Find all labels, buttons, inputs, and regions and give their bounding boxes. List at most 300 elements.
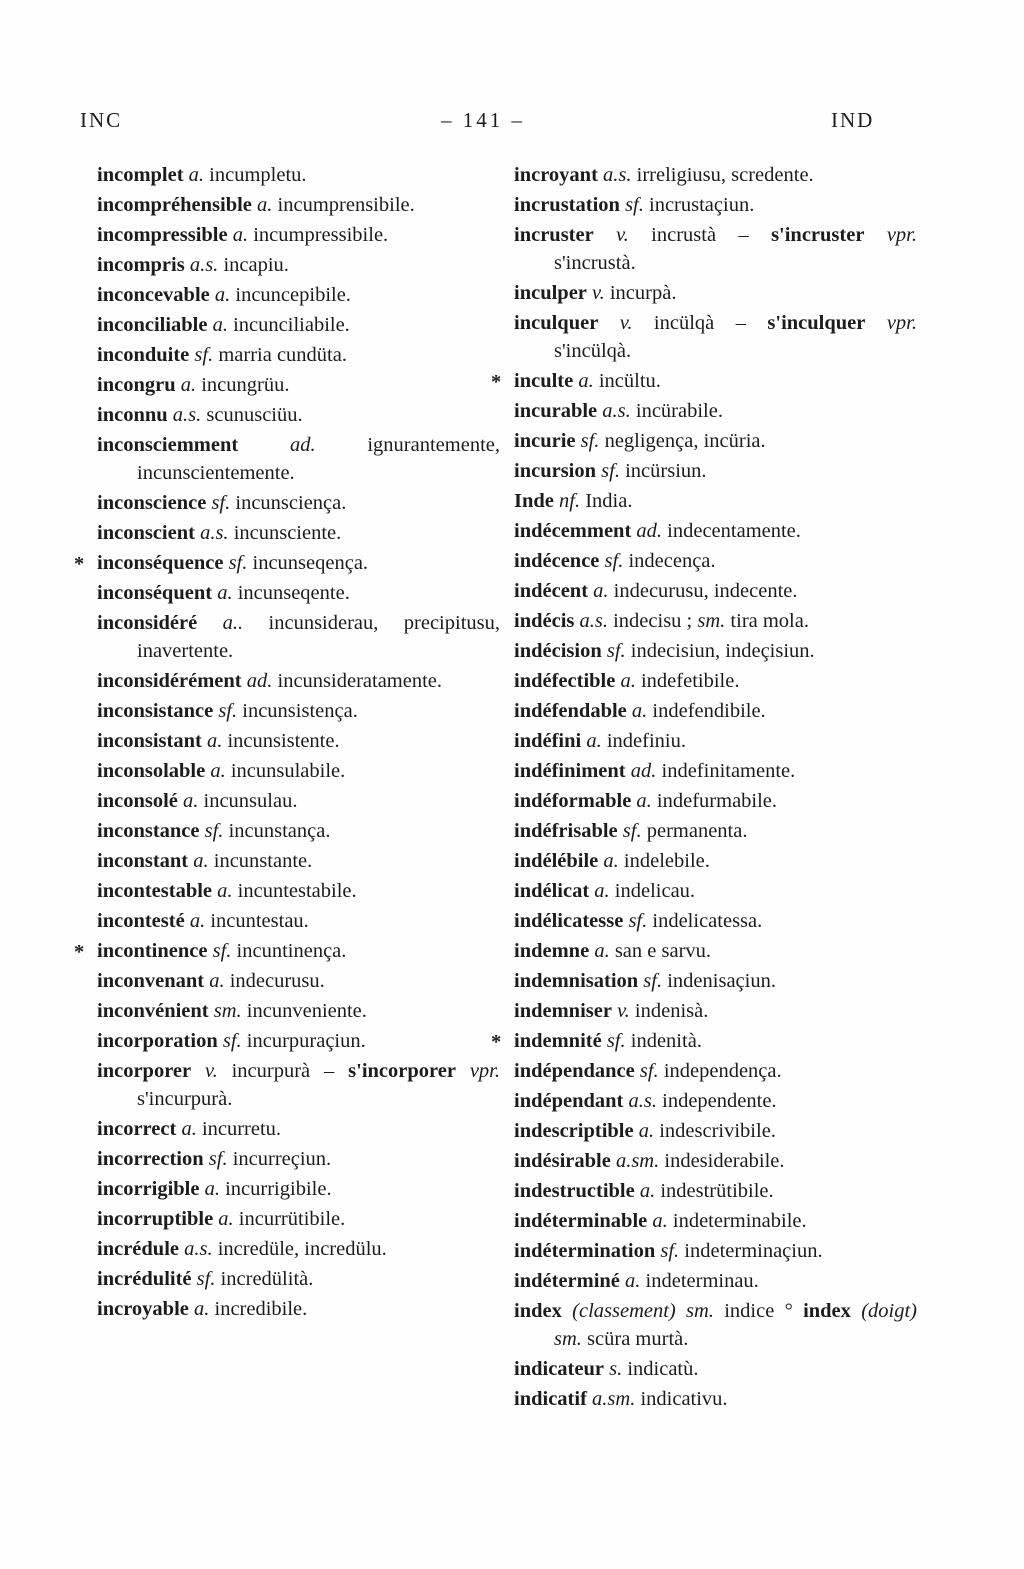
definition-text: incumprensibile. xyxy=(272,194,415,216)
definition-text: s'incrustà. xyxy=(554,252,636,274)
grammar-label: v. xyxy=(586,282,605,304)
headword: Inde xyxy=(514,490,554,512)
grammar-label: a. xyxy=(633,1120,655,1142)
headword: indéfini xyxy=(514,730,582,752)
dictionary-body xyxy=(74,161,918,1415)
definition-text: incurreçiun. xyxy=(227,1148,332,1170)
dictionary-entry xyxy=(74,549,500,577)
definition-text: incapiu. xyxy=(218,254,289,276)
dictionary-entry xyxy=(491,367,917,395)
dictionary-entry xyxy=(514,607,917,635)
grammar-label: a. xyxy=(631,790,652,812)
grammar-label: nf. xyxy=(553,490,581,512)
headword: incontestable xyxy=(97,880,213,902)
definition-text: incunciliabile. xyxy=(227,314,350,336)
headword: indélébile xyxy=(514,850,599,872)
headword: s'incorporer xyxy=(348,1060,456,1082)
headword: index xyxy=(514,1300,562,1322)
grammar-label: sf. xyxy=(601,640,626,662)
dictionary-entry xyxy=(74,937,500,965)
definition-text: incunstança. xyxy=(223,820,331,842)
dictionary-entry xyxy=(514,1057,917,1085)
dictionary-entry xyxy=(97,431,500,487)
grammar-label: a. xyxy=(212,582,233,604)
grammar-label: sf. xyxy=(223,552,248,574)
grammar-label: a. xyxy=(188,850,209,872)
headword: indéfectible xyxy=(514,670,616,692)
definition-text: incuntestabile. xyxy=(232,880,357,902)
grammar-label: a. xyxy=(212,880,233,902)
dictionary-entry xyxy=(514,279,917,307)
definition-text: indestrütibile. xyxy=(655,1180,774,1202)
grammar-label: a. xyxy=(626,700,648,722)
definition-text: incülqà – xyxy=(632,312,768,334)
dictionary-entry xyxy=(514,1207,917,1235)
headword: inconvénient xyxy=(97,1000,209,1022)
grammar-label: a. xyxy=(619,1270,641,1292)
grammar-label: sf. xyxy=(207,940,232,962)
grammar-label: a. xyxy=(204,970,225,992)
definition-text: ignurantemente, incunscientemente. xyxy=(137,434,500,484)
grammar-label: v. xyxy=(593,224,629,246)
definition-text: incrustà – xyxy=(628,224,772,246)
headword: incorrection xyxy=(97,1148,204,1170)
left-column xyxy=(74,161,501,1415)
headword: inconséquence xyxy=(97,552,224,574)
dictionary-entry xyxy=(514,191,917,219)
dictionary-entry xyxy=(97,997,500,1025)
headword: incroyant xyxy=(514,164,598,186)
dictionary-entry xyxy=(97,401,500,429)
headword: inconsidéré xyxy=(97,612,198,634)
dictionary-entry xyxy=(514,577,917,605)
definition-text: indelicatessa. xyxy=(647,910,763,932)
dictionary-entry xyxy=(97,311,500,339)
dictionary-entry xyxy=(514,877,917,905)
definition-text: indecurusu. xyxy=(224,970,325,992)
headword: indécent xyxy=(514,580,589,602)
grammar-label: a. xyxy=(573,370,594,392)
grammar-label: sf. xyxy=(189,344,214,366)
headword: index xyxy=(803,1300,851,1322)
definition-text: incuncepibile. xyxy=(230,284,351,306)
dictionary-entry xyxy=(514,1355,917,1383)
headword: incurable xyxy=(514,400,598,422)
headword: inconscience xyxy=(97,492,207,514)
grammar-label: a. xyxy=(188,1298,210,1320)
definition-text: indenisà. xyxy=(629,1000,709,1022)
headword: incorporation xyxy=(97,1030,218,1052)
grammar-label: a. xyxy=(201,730,223,752)
dictionary-entry xyxy=(514,1385,917,1413)
grammar-label: sf. xyxy=(655,1240,680,1262)
definition-text: incredüle, incredülu. xyxy=(212,1238,387,1260)
definition-text: India. xyxy=(580,490,633,512)
grammar-label: a. xyxy=(199,1178,220,1200)
grammar-label: a.s. xyxy=(597,400,631,422)
definition-text: incunsulau. xyxy=(198,790,298,812)
definition-text: tira mola. xyxy=(725,610,809,632)
variant-marker: * xyxy=(491,371,502,393)
grammar-label: a. xyxy=(615,670,636,692)
definition-text: indefendibile. xyxy=(647,700,766,722)
grammar-label: a.s. xyxy=(597,164,632,186)
headword: incompris xyxy=(97,254,185,276)
definition-text: indenisaçiun. xyxy=(662,970,776,992)
dictionary-entry xyxy=(97,609,500,665)
definition-text: indecisiun, indeçisiun. xyxy=(625,640,815,662)
headword: incorruptible xyxy=(97,1208,214,1230)
dictionary-entry xyxy=(97,1295,500,1323)
dictionary-entry xyxy=(97,221,500,249)
definition-text: indecurusu, indecente. xyxy=(608,580,798,602)
dictionary-entry xyxy=(514,817,917,845)
headword: s'inculquer xyxy=(767,312,866,334)
dictionary-entry xyxy=(514,427,917,455)
headword: inconsistant xyxy=(97,730,202,752)
definition-text: indefetibile. xyxy=(635,670,740,692)
grammar-label: sf. xyxy=(206,492,231,514)
definition-text: incungrüu. xyxy=(196,374,290,396)
grammar-label: a.s. xyxy=(623,1090,657,1112)
dictionary-entry xyxy=(97,281,500,309)
definition-text: incunsistença. xyxy=(237,700,358,722)
definition-text: incurpà. xyxy=(604,282,677,304)
headword: inconciliable xyxy=(97,314,208,336)
definition-text: incredülità. xyxy=(215,1268,314,1290)
dictionary-entry xyxy=(514,967,917,995)
grammar-label: a. xyxy=(251,194,273,216)
headword: indécemment xyxy=(514,520,632,542)
dictionary-entry xyxy=(514,907,917,935)
dictionary-entry xyxy=(514,667,917,695)
headword: incompréhensible xyxy=(97,194,252,216)
dictionary-entry xyxy=(514,757,917,785)
grammar-label: sf. xyxy=(638,970,663,992)
headword: indemne xyxy=(514,940,590,962)
headword: incrédulité xyxy=(97,1268,192,1290)
grammar-label: s. xyxy=(603,1358,623,1380)
definition-text: incumpletu. xyxy=(204,164,307,186)
headword: inconcevable xyxy=(97,284,210,306)
grammar-label: a. xyxy=(227,224,249,246)
dictionary-entry xyxy=(97,787,500,815)
headword: indéfendable xyxy=(514,700,627,722)
headword: indicateur xyxy=(514,1358,604,1380)
dictionary-entry xyxy=(514,1147,917,1175)
definition-text: indicativu. xyxy=(635,1388,728,1410)
headword: s'incruster xyxy=(771,224,865,246)
grammar-label: a. xyxy=(589,940,610,962)
definition-text: s'incülqà. xyxy=(554,340,632,362)
dictionary-entry xyxy=(97,847,500,875)
variant-marker: * xyxy=(491,1031,502,1053)
grammar-label: (classement) sm. xyxy=(561,1300,714,1322)
grammar-label: a. xyxy=(205,760,226,782)
definition-text: indefiniu. xyxy=(601,730,686,752)
definition-text: indecentamente. xyxy=(662,520,801,542)
right-column xyxy=(491,161,918,1415)
grammar-label: vpr. xyxy=(455,1060,501,1082)
grammar-label: a. xyxy=(581,730,602,752)
dictionary-entry xyxy=(514,487,917,515)
definition-text: incurpurà – xyxy=(217,1060,349,1082)
definition-text: incunveniente. xyxy=(241,1000,367,1022)
grammar-label: sf. xyxy=(575,430,600,452)
definition-text: incunseqente. xyxy=(232,582,350,604)
page-number: – 141 – xyxy=(441,108,525,132)
headword: incongru xyxy=(97,374,176,396)
grammar-label: sf. xyxy=(634,1060,659,1082)
variant-marker: * xyxy=(74,553,85,575)
dictionary-entry xyxy=(97,727,500,755)
grammar-label: a. xyxy=(634,1180,656,1202)
dictionary-entry xyxy=(97,1175,500,1203)
headword: indétermination xyxy=(514,1240,656,1262)
grammar-label: a.. xyxy=(197,612,244,634)
grammar-label: sf. xyxy=(617,820,642,842)
dictionary-entry xyxy=(514,1087,917,1115)
dictionary-entry xyxy=(97,697,500,725)
definition-text: marria cundüta. xyxy=(213,344,347,366)
grammar-label: a. xyxy=(177,790,199,812)
dictionary-entry xyxy=(97,907,500,935)
grammar-label: sm. xyxy=(697,610,726,632)
definition-text: incurpuraçiun. xyxy=(241,1030,366,1052)
dictionary-entry xyxy=(514,547,917,575)
dictionary-entry xyxy=(97,1205,500,1233)
definition-text: indicatù. xyxy=(622,1358,699,1380)
grammar-label: v. xyxy=(611,1000,630,1022)
headword: indéfiniment xyxy=(514,760,626,782)
grammar-label: a. xyxy=(175,374,197,396)
dictionary-entry xyxy=(514,309,917,365)
dictionary-entry xyxy=(97,1115,500,1143)
headword: indécence xyxy=(514,550,600,572)
grammar-label: v. xyxy=(191,1060,218,1082)
definition-text: incürsiun. xyxy=(619,460,707,482)
headword: inconsolable xyxy=(97,760,206,782)
headword: inconséquent xyxy=(97,582,213,604)
grammar-label: ad. xyxy=(625,760,657,782)
definition-text: irreligiusu, scredente. xyxy=(631,164,814,186)
grammar-label: a. xyxy=(598,850,619,872)
dictionary-entry xyxy=(97,1145,500,1173)
definition-text: incrustaçiun. xyxy=(643,194,755,216)
definition-text: incredibile. xyxy=(209,1298,308,1320)
definition-text: independença. xyxy=(658,1060,782,1082)
grammar-label: ad. xyxy=(238,434,316,456)
headword: incursion xyxy=(514,460,597,482)
headword: inconduite xyxy=(97,344,190,366)
headword: incrédule xyxy=(97,1238,179,1260)
dictionary-entry xyxy=(514,1297,917,1353)
headword: indescriptible xyxy=(514,1120,634,1142)
grammar-label: sf. xyxy=(623,910,648,932)
grammar-label: a.s. xyxy=(194,522,229,544)
dictionary-entry xyxy=(514,1177,917,1205)
grammar-label: a.sm. xyxy=(610,1150,660,1172)
headword: indemniser xyxy=(514,1000,612,1022)
grammar-label: sf. xyxy=(217,1030,242,1052)
grammar-label: sf. xyxy=(191,1268,216,1290)
grammar-label: sf. xyxy=(601,1030,626,1052)
definition-text: incürabile. xyxy=(630,400,723,422)
definition-text: independente. xyxy=(657,1090,777,1112)
headword: incorrigible xyxy=(97,1178,200,1200)
dictionary-entry xyxy=(97,161,500,189)
definition-text: incunsciença. xyxy=(230,492,347,514)
grammar-label: a. xyxy=(588,580,609,602)
headword: indemnisation xyxy=(514,970,639,992)
definition-text: incunsciente. xyxy=(228,522,342,544)
running-header xyxy=(0,108,1024,138)
dictionary-entry xyxy=(97,371,500,399)
headword: incruster xyxy=(514,224,594,246)
definition-text: san e sarvu. xyxy=(609,940,712,962)
dictionary-entry xyxy=(97,1265,500,1293)
dictionary-entry xyxy=(514,937,917,965)
grammar-label: a. xyxy=(207,314,228,336)
headword: indemnité xyxy=(514,1030,602,1052)
variant-marker: * xyxy=(74,941,85,963)
grammar-label: sf. xyxy=(599,550,624,572)
headword: inconsciemment xyxy=(97,434,239,456)
definition-text: incunseqença. xyxy=(247,552,369,574)
dictionary-entry xyxy=(97,877,500,905)
definition-text: incunstante. xyxy=(208,850,313,872)
dictionary-entry xyxy=(514,457,917,485)
headword: indécision xyxy=(514,640,602,662)
definition-text: indecença. xyxy=(623,550,716,572)
dictionary-entry xyxy=(97,1235,500,1263)
dictionary-entry xyxy=(97,251,500,279)
grammar-label: a. xyxy=(176,1118,197,1140)
grammar-label: ad. xyxy=(241,670,273,692)
headword: indéformable xyxy=(514,790,632,812)
definition-text: incurretu. xyxy=(196,1118,282,1140)
dictionary-entry xyxy=(97,341,500,369)
grammar-label: vpr. xyxy=(865,312,918,334)
header-guide-word-left: INC xyxy=(80,108,123,132)
grammar-label: a.s. xyxy=(179,1238,213,1260)
definition-text: incuntestau. xyxy=(205,910,309,932)
headword: incroyable xyxy=(97,1298,189,1320)
headword: incontinence xyxy=(97,940,208,962)
dictionary-entry xyxy=(514,847,917,875)
dictionary-entry xyxy=(514,221,917,277)
dictionary-entry xyxy=(97,1057,500,1113)
dictionary-entry xyxy=(97,817,500,845)
headword: incorporer xyxy=(97,1060,192,1082)
grammar-label: a. xyxy=(589,880,610,902)
definition-text: indelicau. xyxy=(609,880,696,902)
dictionary-entry xyxy=(514,517,917,545)
dictionary-entry xyxy=(97,757,500,785)
headword: inconsistance xyxy=(97,700,214,722)
headword: inconnu xyxy=(97,404,168,426)
headword: indéfrisable xyxy=(514,820,618,842)
headword: inconvenant xyxy=(97,970,205,992)
dictionary-entry xyxy=(97,967,500,995)
grammar-label: vpr. xyxy=(864,224,917,246)
dictionary-entry xyxy=(97,489,500,517)
headword: inconsolé xyxy=(97,790,178,812)
definition-text: indeterminau. xyxy=(640,1270,759,1292)
definition-text: indefurmabile. xyxy=(651,790,778,812)
definition-text: incunsideratamente. xyxy=(272,670,443,692)
dictionary-entry xyxy=(514,997,917,1025)
headword: incurie xyxy=(514,430,576,452)
headword: inculper xyxy=(514,282,587,304)
headword: indéterminable xyxy=(514,1210,648,1232)
definition-text: indesiderabile. xyxy=(659,1150,785,1172)
definition-text: scüra murtà. xyxy=(581,1328,689,1350)
dictionary-entry xyxy=(97,1027,500,1055)
headword: incontesté xyxy=(97,910,185,932)
headword: inconsidérément xyxy=(97,670,242,692)
grammar-label: ad. xyxy=(631,520,663,542)
headword: inculquer xyxy=(514,312,599,334)
headword: indélicat xyxy=(514,880,590,902)
headword: indépendance xyxy=(514,1060,635,1082)
grammar-label: a. xyxy=(647,1210,668,1232)
definition-text: incunsiderau, precipitusu, inavertente. xyxy=(137,612,500,662)
dictionary-entry xyxy=(514,697,917,725)
dictionary-entry xyxy=(514,161,917,189)
definition-text: permanenta. xyxy=(641,820,748,842)
dictionary-entry xyxy=(514,1267,917,1295)
definition-text: indefinitamente. xyxy=(656,760,796,782)
dictionary-entry xyxy=(514,397,917,425)
grammar-label: a.sm. xyxy=(586,1388,636,1410)
headword: incomplet xyxy=(97,164,184,186)
grammar-label: sf. xyxy=(619,194,644,216)
headword: inconstant xyxy=(97,850,189,872)
definition-text: indelebile. xyxy=(618,850,710,872)
definition-text: s'incurpurà. xyxy=(137,1088,233,1110)
definition-text: incunsulabile. xyxy=(225,760,346,782)
definition-text: incumpressibile. xyxy=(248,224,389,246)
headword: inculte xyxy=(514,370,574,392)
grammar-label: (doigt) sm. xyxy=(554,1300,917,1350)
dictionary-entry xyxy=(97,579,500,607)
headword: incompressible xyxy=(97,224,228,246)
definition-text: incuntinença. xyxy=(231,940,347,962)
definition-text: indenità. xyxy=(625,1030,702,1052)
headword: incorrect xyxy=(97,1118,177,1140)
definition-text: indeterminaçiun. xyxy=(679,1240,823,1262)
definition-text: scunusciüu. xyxy=(201,404,303,426)
definition-text: indice ° xyxy=(713,1300,804,1322)
dictionary-entry xyxy=(514,1117,917,1145)
definition-text: incültu. xyxy=(593,370,661,392)
definition-text: negligença, incüria. xyxy=(599,430,766,452)
grammar-label: a. xyxy=(184,910,206,932)
definition-text: indeterminabile. xyxy=(667,1210,807,1232)
headword: incrustation xyxy=(514,194,620,216)
grammar-label: a.s. xyxy=(574,610,608,632)
headword: indécis xyxy=(514,610,575,632)
grammar-label: a.s. xyxy=(167,404,202,426)
grammar-label: sf. xyxy=(596,460,620,482)
definition-text: incunsistente. xyxy=(222,730,340,752)
grammar-label: sm. xyxy=(208,1000,242,1022)
definition-text: indecisu ; xyxy=(607,610,698,632)
dictionary-entry xyxy=(514,727,917,755)
grammar-label: sf. xyxy=(213,700,238,722)
headword: indestructible xyxy=(514,1180,635,1202)
